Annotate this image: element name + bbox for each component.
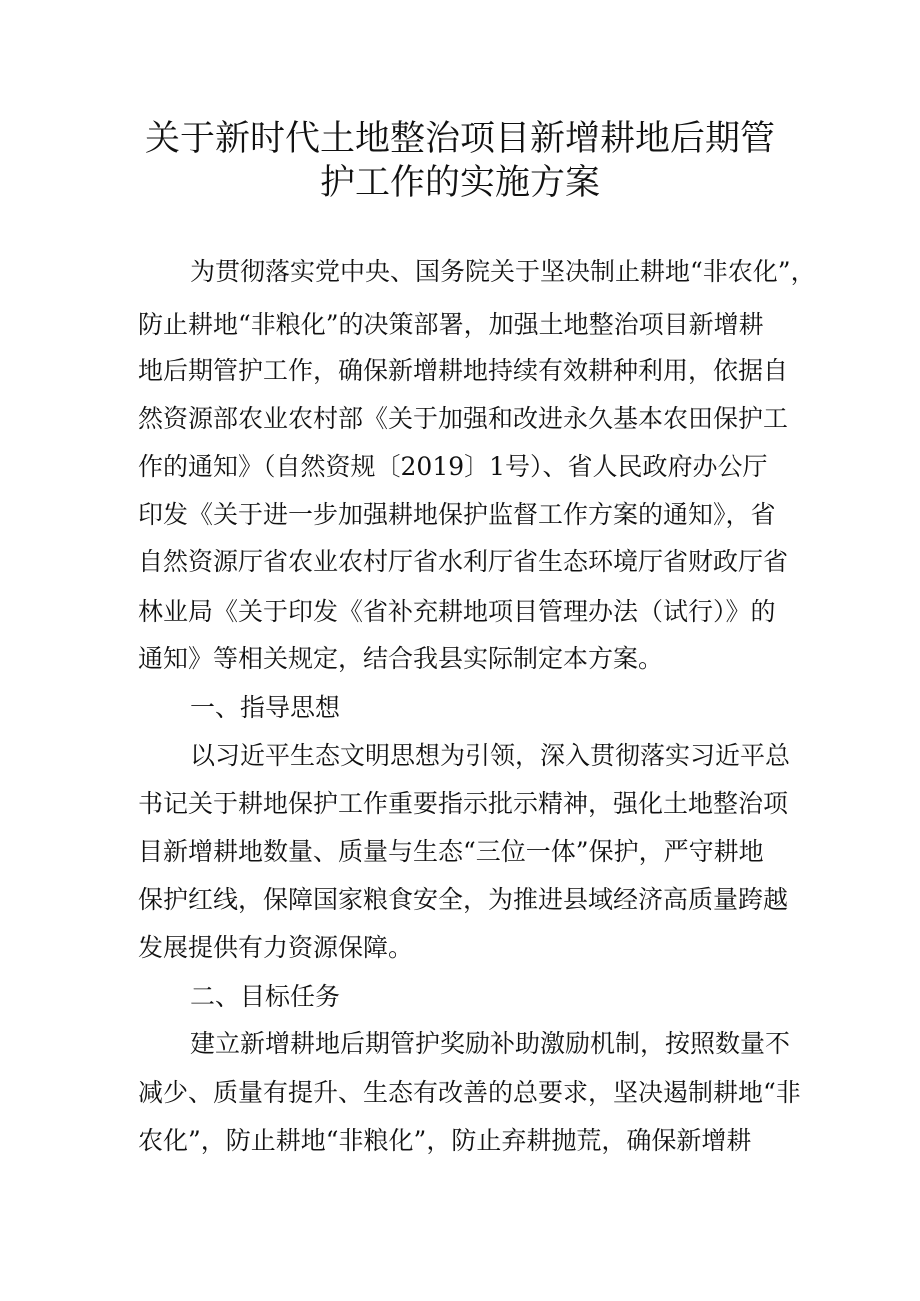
document-title-line-1: 关于新时代土地整治项目新增耕地后期管 bbox=[144, 119, 775, 159]
paragraph-1-line-5: 作的通知》（自然资规〔2019〕1号）、省人民政府办公厅 bbox=[138, 452, 768, 481]
paragraph-2-line-2: 书记关于耕地保护工作重要指示批示精神，强化土地整治项 bbox=[138, 789, 789, 818]
paragraph-1-line-6: 印发《关于进一步加强耕地保护监督工作方案的通知》，省 bbox=[138, 500, 776, 529]
section-heading-1: 一、指导思想 bbox=[190, 693, 341, 722]
paragraph-1-line-1: 为贯彻落实党中央、国务院关于坚决制止耕地“非农化”， bbox=[190, 257, 816, 286]
paragraph-1-line-4: 然资源部农业农村部《关于加强和改进永久基本农田保护工 bbox=[138, 404, 789, 433]
paragraph-1-line-7: 自然资源厅省农业农村厅省水利厅省生态环境厅省财政厅省 bbox=[138, 547, 789, 576]
paragraph-1-line-3: 地后期管护工作，确保新增耕地持续有效耕种利用，依据自 bbox=[138, 356, 789, 385]
paragraph-2-line-3: 目新增耕地数量、质量与生态“三位一体”保护，严守耕地 bbox=[138, 837, 764, 866]
paragraph-2-line-5: 发展提供有力资源保障。 bbox=[138, 933, 414, 962]
paragraph-1-line-2: 防止耕地“非粮化”的决策部署，加强土地整治项目新增耕 bbox=[138, 310, 764, 339]
section-heading-2: 二、目标任务 bbox=[190, 982, 341, 1011]
paragraph-2-line-1: 以习近平生态文明思想为引领，深入贯彻落实习近平总 bbox=[190, 741, 791, 770]
document-title-line-2: 护工作的实施方案 bbox=[319, 163, 600, 203]
paragraph-3-line-2: 减少、质量有提升、生态有改善的总要求，坚决遏制耕地“非 bbox=[138, 1078, 801, 1107]
paragraph-1-line-9: 通知》等相关规定，结合我县实际制定本方案。 bbox=[138, 644, 664, 673]
paragraph-3-line-3: 农化”，防止耕地“非粮化”，防止弃耕抛荒，确保新增耕 bbox=[138, 1126, 752, 1155]
paragraph-1-line-8: 林业局《关于印发《省补充耕地项目管理办法（试行）》的 bbox=[138, 597, 776, 626]
paragraph-3-line-1: 建立新增耕地后期管护奖励补助激励机制，按照数量不 bbox=[190, 1029, 791, 1058]
paragraph-2-line-4: 保护红线，保障国家粮食安全，为推进县域经济高质量跨越 bbox=[138, 885, 789, 914]
